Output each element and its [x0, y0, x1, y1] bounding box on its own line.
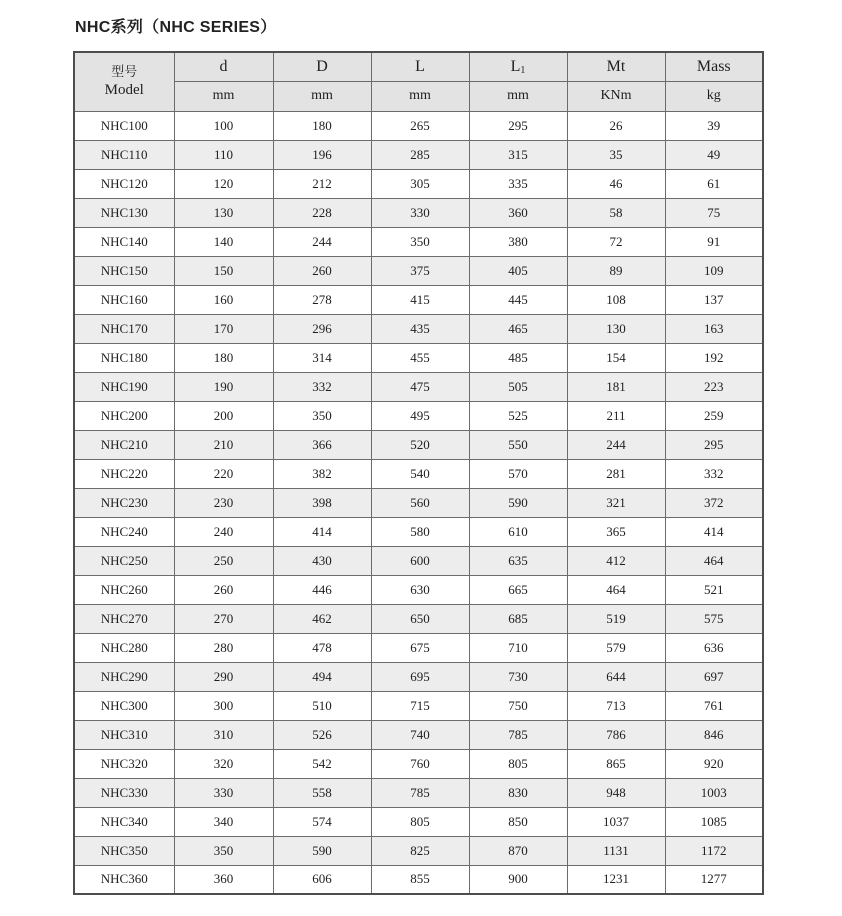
value-cell: 260	[273, 256, 371, 285]
value-cell: 330	[371, 198, 469, 227]
model-cell: NHC210	[74, 430, 174, 459]
header-cell-model	[74, 52, 174, 111]
value-cell: 521	[665, 575, 763, 604]
value-cell: 570	[469, 459, 567, 488]
header-cell-Mass	[665, 52, 763, 81]
value-cell: 505	[469, 372, 567, 401]
value-cell: 1172	[665, 836, 763, 865]
value-cell: 445	[469, 285, 567, 314]
value-cell: 150	[174, 256, 273, 285]
value-cell: 855	[371, 865, 469, 894]
nhc-spec-table	[73, 51, 764, 895]
table-row	[74, 517, 763, 546]
value-cell: 675	[371, 633, 469, 662]
value-cell: 350	[273, 401, 371, 430]
value-cell: 710	[469, 633, 567, 662]
value-cell: 415	[371, 285, 469, 314]
value-cell: 278	[273, 285, 371, 314]
value-cell: 314	[273, 343, 371, 372]
value-cell: 244	[273, 227, 371, 256]
value-cell: 140	[174, 227, 273, 256]
value-cell: 108	[567, 285, 665, 314]
unit-cell-D: mm	[273, 81, 371, 111]
value-cell: 320	[174, 749, 273, 778]
header-label: L	[415, 57, 425, 75]
value-cell: 270	[174, 604, 273, 633]
value-cell: 230	[174, 488, 273, 517]
model-cell: NHC230	[74, 488, 174, 517]
model-cell: NHC130	[74, 198, 174, 227]
value-cell: 1277	[665, 865, 763, 894]
value-cell: 290	[174, 662, 273, 691]
value-cell: 870	[469, 836, 567, 865]
model-cell: NHC200	[74, 401, 174, 430]
value-cell: 240	[174, 517, 273, 546]
table-row	[74, 546, 763, 575]
table-row	[74, 836, 763, 865]
header-label: L	[510, 57, 521, 75]
value-cell: 228	[273, 198, 371, 227]
value-cell: 360	[174, 865, 273, 894]
header-model-zh: 型号	[111, 63, 138, 79]
value-cell: 220	[174, 459, 273, 488]
table-row	[74, 256, 763, 285]
value-cell: 91	[665, 227, 763, 256]
value-cell: 295	[665, 430, 763, 459]
value-cell: 365	[567, 517, 665, 546]
model-cell: NHC250	[74, 546, 174, 575]
header-cell-D	[273, 52, 371, 81]
value-cell: 485	[469, 343, 567, 372]
value-cell: 137	[665, 285, 763, 314]
value-cell: 1085	[665, 807, 763, 836]
value-cell: 405	[469, 256, 567, 285]
value-cell: 160	[174, 285, 273, 314]
value-cell: 110	[174, 140, 273, 169]
value-cell: 785	[469, 720, 567, 749]
table-row	[74, 314, 763, 343]
value-cell: 786	[567, 720, 665, 749]
header-label-row	[74, 52, 763, 81]
value-cell: 180	[174, 343, 273, 372]
value-cell: 900	[469, 865, 567, 894]
value-cell: 455	[371, 343, 469, 372]
value-cell: 414	[273, 517, 371, 546]
value-cell: 100	[174, 111, 273, 140]
value-cell: 636	[665, 633, 763, 662]
value-cell: 335	[469, 169, 567, 198]
table-row	[74, 111, 763, 140]
header-cell-L1	[469, 52, 567, 81]
value-cell: 665	[469, 575, 567, 604]
value-cell: 575	[665, 604, 763, 633]
value-cell: 465	[469, 314, 567, 343]
value-cell: 510	[273, 691, 371, 720]
value-cell: 558	[273, 778, 371, 807]
table-row	[74, 401, 763, 430]
value-cell: 1037	[567, 807, 665, 836]
value-cell: 321	[567, 488, 665, 517]
value-cell: 730	[469, 662, 567, 691]
value-cell: 519	[567, 604, 665, 633]
value-cell: 360	[469, 198, 567, 227]
value-cell: 130	[567, 314, 665, 343]
model-cell: NHC220	[74, 459, 174, 488]
value-cell: 375	[371, 256, 469, 285]
value-cell: 35	[567, 140, 665, 169]
value-cell: 163	[665, 314, 763, 343]
model-cell: NHC350	[74, 836, 174, 865]
value-cell: 412	[567, 546, 665, 575]
value-cell: 740	[371, 720, 469, 749]
unit-cell-L1: mm	[469, 81, 567, 111]
value-cell: 196	[273, 140, 371, 169]
value-cell: 550	[469, 430, 567, 459]
header-label: d	[219, 57, 228, 75]
header-label: Mass	[696, 57, 731, 75]
value-cell: 49	[665, 140, 763, 169]
value-cell: 475	[371, 372, 469, 401]
value-cell: 350	[371, 227, 469, 256]
table-row	[74, 720, 763, 749]
value-cell: 695	[371, 662, 469, 691]
value-cell: 846	[665, 720, 763, 749]
table-row	[74, 169, 763, 198]
model-cell: NHC170	[74, 314, 174, 343]
value-cell: 750	[469, 691, 567, 720]
value-cell: 761	[665, 691, 763, 720]
value-cell: 192	[665, 343, 763, 372]
value-cell: 948	[567, 778, 665, 807]
model-cell: NHC360	[74, 865, 174, 894]
value-cell: 170	[174, 314, 273, 343]
table-row	[74, 749, 763, 778]
page-title: NHC系列（NHC SERIES）	[75, 19, 277, 36]
value-cell: 340	[174, 807, 273, 836]
table-row	[74, 372, 763, 401]
value-cell: 430	[273, 546, 371, 575]
unit-cell-Mass: kg	[665, 81, 763, 111]
model-cell: NHC140	[74, 227, 174, 256]
value-cell: 805	[469, 749, 567, 778]
value-cell: 580	[371, 517, 469, 546]
value-cell: 825	[371, 836, 469, 865]
value-cell: 1003	[665, 778, 763, 807]
header-unit-row	[74, 81, 763, 111]
value-cell: 715	[371, 691, 469, 720]
value-cell: 685	[469, 604, 567, 633]
value-cell: 223	[665, 372, 763, 401]
value-cell: 305	[371, 169, 469, 198]
value-cell: 285	[371, 140, 469, 169]
value-cell: 542	[273, 749, 371, 778]
value-cell: 713	[567, 691, 665, 720]
value-cell: 540	[371, 459, 469, 488]
table-row	[74, 459, 763, 488]
value-cell: 200	[174, 401, 273, 430]
value-cell: 520	[371, 430, 469, 459]
value-cell: 590	[469, 488, 567, 517]
table-row	[74, 865, 763, 894]
model-cell: NHC100	[74, 111, 174, 140]
value-cell: 495	[371, 401, 469, 430]
model-cell: NHC320	[74, 749, 174, 778]
value-cell: 26	[567, 111, 665, 140]
value-cell: 259	[665, 401, 763, 430]
value-cell: 805	[371, 807, 469, 836]
value-cell: 1131	[567, 836, 665, 865]
value-cell: 414	[665, 517, 763, 546]
model-cell: NHC110	[74, 140, 174, 169]
value-cell: 785	[371, 778, 469, 807]
table-row	[74, 285, 763, 314]
table-row	[74, 227, 763, 256]
value-cell: 295	[469, 111, 567, 140]
model-cell: NHC310	[74, 720, 174, 749]
table-row	[74, 430, 763, 459]
value-cell: 650	[371, 604, 469, 633]
value-cell: 574	[273, 807, 371, 836]
value-cell: 58	[567, 198, 665, 227]
value-cell: 579	[567, 633, 665, 662]
value-cell: 75	[665, 198, 763, 227]
unit-cell-L: mm	[371, 81, 469, 111]
value-cell: 330	[174, 778, 273, 807]
value-cell: 590	[273, 836, 371, 865]
table-row	[74, 633, 763, 662]
model-cell: NHC240	[74, 517, 174, 546]
value-cell: 46	[567, 169, 665, 198]
header-label: D	[316, 57, 328, 75]
value-cell: 366	[273, 430, 371, 459]
value-cell: 380	[469, 227, 567, 256]
table-row	[74, 807, 763, 836]
value-cell: 610	[469, 517, 567, 546]
value-cell: 296	[273, 314, 371, 343]
value-cell: 332	[273, 372, 371, 401]
value-cell: 560	[371, 488, 469, 517]
model-cell: NHC160	[74, 285, 174, 314]
header-cell-Mt	[567, 52, 665, 81]
model-cell: NHC120	[74, 169, 174, 198]
unit-cell-Mt: KNm	[567, 81, 665, 111]
table-row	[74, 488, 763, 517]
value-cell: 630	[371, 575, 469, 604]
model-cell: NHC300	[74, 691, 174, 720]
value-cell: 180	[273, 111, 371, 140]
value-cell: 526	[273, 720, 371, 749]
value-cell: 212	[273, 169, 371, 198]
value-cell: 190	[174, 372, 273, 401]
model-cell: NHC340	[74, 807, 174, 836]
value-cell: 332	[665, 459, 763, 488]
value-cell: 644	[567, 662, 665, 691]
header-model-en: Model	[104, 82, 144, 99]
value-cell: 260	[174, 575, 273, 604]
table-row	[74, 140, 763, 169]
model-cell: NHC290	[74, 662, 174, 691]
value-cell: 39	[665, 111, 763, 140]
value-cell: 120	[174, 169, 273, 198]
value-cell: 372	[665, 488, 763, 517]
table-row	[74, 343, 763, 372]
value-cell: 830	[469, 778, 567, 807]
value-cell: 760	[371, 749, 469, 778]
value-cell: 478	[273, 633, 371, 662]
value-cell: 300	[174, 691, 273, 720]
value-cell: 109	[665, 256, 763, 285]
value-cell: 89	[567, 256, 665, 285]
value-cell: 850	[469, 807, 567, 836]
value-cell: 494	[273, 662, 371, 691]
table-row	[74, 198, 763, 227]
table-row	[74, 778, 763, 807]
model-cell: NHC270	[74, 604, 174, 633]
table-body	[74, 111, 763, 894]
value-cell: 446	[273, 575, 371, 604]
value-cell: 72	[567, 227, 665, 256]
value-cell: 525	[469, 401, 567, 430]
value-cell: 1231	[567, 865, 665, 894]
value-cell: 464	[567, 575, 665, 604]
value-cell: 350	[174, 836, 273, 865]
model-cell: NHC180	[74, 343, 174, 372]
value-cell: 244	[567, 430, 665, 459]
value-cell: 265	[371, 111, 469, 140]
value-cell: 600	[371, 546, 469, 575]
value-cell: 130	[174, 198, 273, 227]
header-label: Mt	[606, 57, 626, 75]
value-cell: 398	[273, 488, 371, 517]
value-cell: 435	[371, 314, 469, 343]
value-cell: 310	[174, 720, 273, 749]
value-cell: 61	[665, 169, 763, 198]
value-cell: 281	[567, 459, 665, 488]
header-label-sub: 1	[520, 64, 526, 76]
model-cell: NHC280	[74, 633, 174, 662]
value-cell: 606	[273, 865, 371, 894]
header-cell-L	[371, 52, 469, 81]
value-cell: 210	[174, 430, 273, 459]
model-cell: NHC150	[74, 256, 174, 285]
model-cell: NHC330	[74, 778, 174, 807]
unit-cell-d: mm	[174, 81, 273, 111]
table-row	[74, 575, 763, 604]
value-cell: 250	[174, 546, 273, 575]
table-header	[74, 52, 763, 111]
value-cell: 920	[665, 749, 763, 778]
value-cell: 462	[273, 604, 371, 633]
value-cell: 464	[665, 546, 763, 575]
model-cell: NHC190	[74, 372, 174, 401]
table-row	[74, 691, 763, 720]
value-cell: 154	[567, 343, 665, 372]
value-cell: 181	[567, 372, 665, 401]
value-cell: 382	[273, 459, 371, 488]
value-cell: 315	[469, 140, 567, 169]
header-cell-d	[174, 52, 273, 81]
value-cell: 697	[665, 662, 763, 691]
table-row	[74, 662, 763, 691]
value-cell: 280	[174, 633, 273, 662]
value-cell: 865	[567, 749, 665, 778]
table-row	[74, 604, 763, 633]
value-cell: 635	[469, 546, 567, 575]
value-cell: 211	[567, 401, 665, 430]
model-cell: NHC260	[74, 575, 174, 604]
